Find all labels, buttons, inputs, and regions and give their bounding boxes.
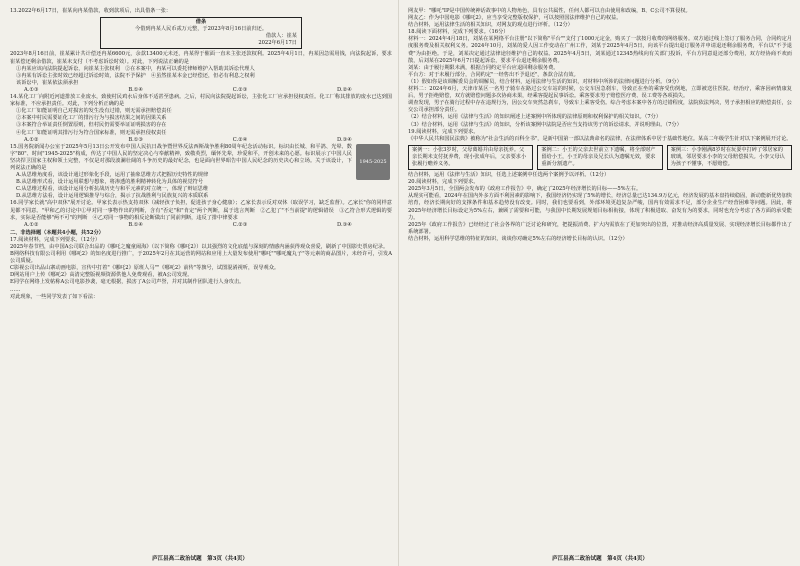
q17-task: 结合材料，运用法律生活的相关知识，对网友的观点进行评析。（12分） <box>408 22 573 29</box>
choice-c[interactable]: C.②③ <box>232 221 248 228</box>
q15-option-d[interactable]: D.从思维方法看，设计运用逻辑推导与综合，揭示了抗战胜利与民族复兴的本质联系 <box>16 193 209 200</box>
choice-b[interactable]: B.①④ <box>128 86 144 93</box>
q19-stem: 19.阅读材料，完成下列要求。 <box>408 128 479 135</box>
choice-d[interactable]: D.③④ <box>337 136 352 143</box>
q20-task: 结合材料，运用科学思维的特征的知识，谈谈你对确定5%左右的经济增长目标的认识。（12分） <box>408 235 628 242</box>
exam-page-right <box>400 0 800 566</box>
q14-option-4: ④化工厂如能证明其排污行为符合国家标准，则无需承担侵权责任 <box>16 129 167 136</box>
q18-claim-platform: 平台方：对于未履行部分，合同约定"一经售出不予退还"，条款合法有效。 <box>408 71 579 78</box>
q17-stem: 17.阅读材料，完成下列要求。（12分） <box>10 236 101 243</box>
page-footer: 庐江县高二政治试题 第4页（共4页） <box>552 555 648 562</box>
q17-para-6: …… <box>10 286 21 293</box>
choice-b[interactable]: B.①③ <box>128 136 144 143</box>
q14-option-1: ①化工厂如能证明自己对损害的发生没有过错，则无需承担赔偿责任 <box>16 108 172 115</box>
q20-para-3: 2025年《政府工作报告》已经经过了社会各界的广泛讨论和研究，把提振消费、扩大内需放在了更加突出的位置，对推动经济高质量发展、实现经济增长目标都作出了系统部署。 <box>408 221 792 235</box>
q17-para-4: D网站用户上传《哪吒2》高清完整版视频资源供他人免费观看，被A公司发现。 <box>10 272 193 279</box>
q18-task-3: （3）结合材料，运用《法律与生活》的知识，分析该案例中法院是否应当支持该男子的诉讼请求，并说明理由。（7分） <box>408 121 682 128</box>
q20-para-2: 从现实可能看，2024年在国内外多方面不利因素的影响下，我国经济仍实现了5%的增长，经济总量已达134.9万亿元，经济发展的基本盘持续稳固，新动能新优势加快培育，经济长期向好的支撑条件和基本趋势没有改变。同时，我们也要看到，外部环境更趋复杂严峻，国内有效需求不足，部分企业生产经营困难等问题。因此，将2025年经济增长目标设定为5%左右，兼顾了需要和可能，与我国中长期发展规划目标相衔接，体现了积极进取、奋发有为的要求，同时也充分考虑了各方面的承受能力。 <box>408 193 792 221</box>
q19-material: 《中华人民共和国民法典》被称为"社会生活的百科全书"，是新中国第一部以法典命名的法律，在法律体系中居于基础性地位。某高二年级学生针对以下案例展开讨论。 <box>408 135 792 142</box>
q13-choices <box>10 87 392 94</box>
q15-option-c[interactable]: C.从思维过程看，该设计运用分析抗战历史与和平元素的对立统一，体现了辩证思维 <box>16 186 209 193</box>
q18-task-2: （2）结合材料，运用《法律与生活》的知识阐述上述案例中所体现的法律原则和权利保护的相关知识。（7分） <box>408 114 662 121</box>
q14-option-3: ③本案符合举证责任倒置原则，但村民仍需要举证证明损害的存在 <box>16 122 167 129</box>
q16-body: 16.同学家长就"高中双休"展开讨论。甲家长表示热支持双休（减轻孩子负担，促进孩子身心健康）；乙家长表示反对双休（取误学习，缺乏监督）。乙家长"你的同样意见都不同意。"甲和乙的讨论中①甲对同一事物作出的判断，含有"否定"和"肯定"两个判断，属于选言判断 ②乙犯了"不当前提"的逻辑错误 ③乙符合形式逻辑的要求，实际是否能够"两不可"的判断 ④乙对同一事物的相反论断做出了同前判断，违反了排中律要求 <box>10 200 392 221</box>
q18-stem: 18.阅读下面材料，完成下列要求。（16分） <box>408 29 509 36</box>
q15-body: 15.国务院新闻办公室于2025年5月13日公开发布中国人民抗日战争暨世界反法西斯战争胜利80周年纪念活动标识。标识由长城、和平鸽、光晕、数字"80"、时间"1945-2025"构成，传达了中国人民的坚定决心与奉献精神，致敬英烈，缅怀先辈，珍爱和平，开创未来的心愿。标识展示了中国人民坚决捍卫国家主权和领土完整，不仅是对那段波澜壮阔的斗争历史的最好纪念，也是面向世界昭告中国人民纪念的历史决心和立场。关于该设计，下列说法正确的是 <box>10 143 352 171</box>
q17-para-1: 2025年春节档，由中国A公司联合出品的《哪吒之魔童闹海》（以下简称《哪吒2》）以其强烈的文化底蕴与深刻的情感内涵获得观众喜爱，刷新了中国影史票房纪录。 <box>10 244 389 250</box>
logo-years: 1945-2025 <box>359 158 387 165</box>
case-box-3: 案例三：小李刚满8岁时在玩耍中打碎了邻居家的玻璃，邻居要求小李的父母赔偿损失。小李父母认为孩子不懂事，不愿赔偿。 <box>667 145 792 170</box>
iou-note-date: 2022年6月17日 <box>258 40 297 47</box>
q13-lead: 该诉讼中，崔某依法须承担 <box>16 79 79 86</box>
page-divider <box>398 0 399 566</box>
section-heading: 二、非选择题（本题共4小题，共52分） <box>10 229 104 236</box>
q18-task-1: （1）假如你是该调解委员会的调解员，结合材料，运用法律与生活的知识，对材料中所涉的法律问题进行分析。（9分） <box>408 78 682 85</box>
q18-material-2: 材料二：2024年6月，天津市某区一名男子骑车在路过公交车站的时候，公交车因急刹车，导致正在坐的乘客受伤倒地，立即被送往医院。经治疗，乘客因病情康复后，男子拒绝赔偿，双方就赔偿问题多次协商未果，经乘客提起民事诉讼。乘客要求男子赔偿医疗费、误工费等各项损失。 <box>408 86 792 100</box>
page-footer: 庐江县高二政治试题 第3页（共4页） <box>152 555 248 562</box>
q18-material-2b: 调查发现，男子在骑行过程中存在违规行为，因公交车突然急刹车，导致车上乘客受伤。综合考虑本案中各方的过错程度，法院依法判决，男子承担相应的赔偿责任，公交公司承担部分责任。 <box>408 100 792 114</box>
q17-para-2: B网络科技有限公司利用《哪吒2》的知名度进行推广，于2025年2月在其运营的网站和应用上大量发布使用"哪吒""哪吒魔丸子"等元素的商品图片，未经许可，引发A公司质疑。 <box>10 251 392 265</box>
choice-c[interactable]: C.②④ <box>232 136 248 143</box>
iou-note <box>100 17 302 49</box>
case-box-2: 案例二：小王的父亲去世前立下遗嘱，将全部财产留给小王，小王的母亲及兄长认为遗嘱无效，要求重新分割遗产。 <box>537 145 662 170</box>
choice-a[interactable]: A.①② <box>24 221 39 228</box>
choice-d[interactable]: D.③④ <box>337 221 352 228</box>
q17-para-7: 对此现象，一些同学发表了如下看法： <box>10 293 99 300</box>
q15-option-b[interactable]: B.从思维形式看，设计运用联想与想象，将渗透的胜利精神转化为具体的视觉符号 <box>16 179 204 186</box>
iou-note-body: 今借到冉某人民币贰万元整，于2023年8月16日前归还。 <box>134 26 268 33</box>
q13-option-line-1: ①冉某应该向法院提起诉讼，向崔某主张权利 ②在本案中，冉某可以委托律师维护入帮助其诉讼代理人 <box>16 65 255 72</box>
q20-stem: 20.阅读材料，完成下列要求。 <box>408 179 479 186</box>
q15-option-a[interactable]: A.从思维角度看，该设计通过形象化手段，运用了抽象思维方式把握历史特性的规律 <box>16 172 209 179</box>
q18-claim-liu: 刘某：由于履行期限未满，根据合同约定平台应退回剩余服务费。 <box>408 64 559 71</box>
q13-option-line-2: ③冉某有诉讼主张时效已经超过诉讼时效，法院不予保护 ④虽然崔某本金已经偿还，但必有利息之权利 <box>16 72 255 79</box>
choice-c[interactable]: C.②③ <box>232 86 248 93</box>
choice-b[interactable]: B.①④ <box>128 221 144 228</box>
iou-note-title: 借条 <box>195 19 207 26</box>
q13-body: 2023年8月16日前，崔某累计共计偿还冉某6600元，余款13400元未还，冉某得于催面一直未主张还款权利。2025年4月1日，冉某因急需用钱，向法院起诉，要求崔某偿还剩余借款，崔某未支付（不考虑诉讼时效）。对此，下列说法正确的是 <box>10 51 392 65</box>
case-box-1: 案例一：小张3岁时，父母离婚并由母亲抚养。父亲长期未支付抚养费，现小张成年后，父亲要求小张履行赡养义务。 <box>408 145 533 170</box>
choice-d[interactable]: D.②④ <box>337 86 352 93</box>
q14-choices <box>10 137 392 144</box>
q19-task: 结合材料，运用《法律与生活》知识，任选上述案例中任选两个案例予以评析。（12分） <box>408 172 610 179</box>
choice-a[interactable]: A.①② <box>24 136 39 143</box>
q17-netizen-a: 网友甲："哪吒"IP是中国传统神话故事中的人物角色，具有公共属性，任何人都可以自由使用和改编，B、C公司不算侵权。 <box>408 8 691 14</box>
q14-option-2: ②本案中村民需要证化工厂的排污行为与损害结果之间的因果关系 <box>16 115 167 122</box>
q18-material-1: 材料一：2024年4月18日，刘某在某网络平台注册"以下简称"平台""支付了1000元定金，购买了一款按月收费的网络服务。双方通过线上签订了服务合同，合同约定月度服务费及相关权利义务。2024年10月，刘某的爱人因工作变动在广州工作，刘某于2025年4月5日，向该平台提出退订服务并申请退还剩余服务费，平台以"不予退费"为由拒绝。于是，刘某决定通过法律途径维护自己的权益。2025年4月5日，刘某通过12345热线向有关部门投诉，平台方同意退还部分费用，双方经协商不欢而散，后刘某在2025年6月7日提起诉讼，要求平台退还剩余服务费。 <box>408 36 792 64</box>
iou-note-signature: 借款人：崔某 <box>265 33 297 40</box>
q16-choices <box>10 222 392 229</box>
anniversary-logo-image <box>356 144 390 180</box>
q20-para-1: 2025年3月5日，全国两会发布的《政府工作报告》中，确定了2025年经济增长的目标——5%左右。 <box>408 186 642 193</box>
choice-a[interactable]: A.①③ <box>24 86 39 93</box>
q14-stem: 14.某化工厂向附近河道排放工业废水，致使村民鸡水后身体不适甚至患病。之后，村民向法院提起诉讼，主张化工厂应承担侵权责任。化工厂称其排放的废水已达到国家标准，不应承担责任。对此，下列分析正确的是 <box>10 94 392 108</box>
q19-case-boxes <box>408 145 792 170</box>
q17-netizen-b: 网友乙：作为中国电影《哪吒2》，应当享受完整版权保护，可以按照国法律维护自己的权益。 <box>408 15 622 22</box>
q13-stem: 13.2022年6月17日，崔某向冉某借款，收到款项后，出具借条一张： <box>10 8 172 14</box>
q17-para-3: C影视公司出品山寨动画电影，宣传中打着"《哪吒2》原班人马""《哪吒2》前传"等旗号，试图混淆视听，误导观众。 <box>10 265 280 272</box>
q17-para-5: E同学在网络上发帖称A公司电影抄袭，毫无根据，损害了A公司声誉，并对其制作团队进行人身攻击。 <box>10 279 245 286</box>
